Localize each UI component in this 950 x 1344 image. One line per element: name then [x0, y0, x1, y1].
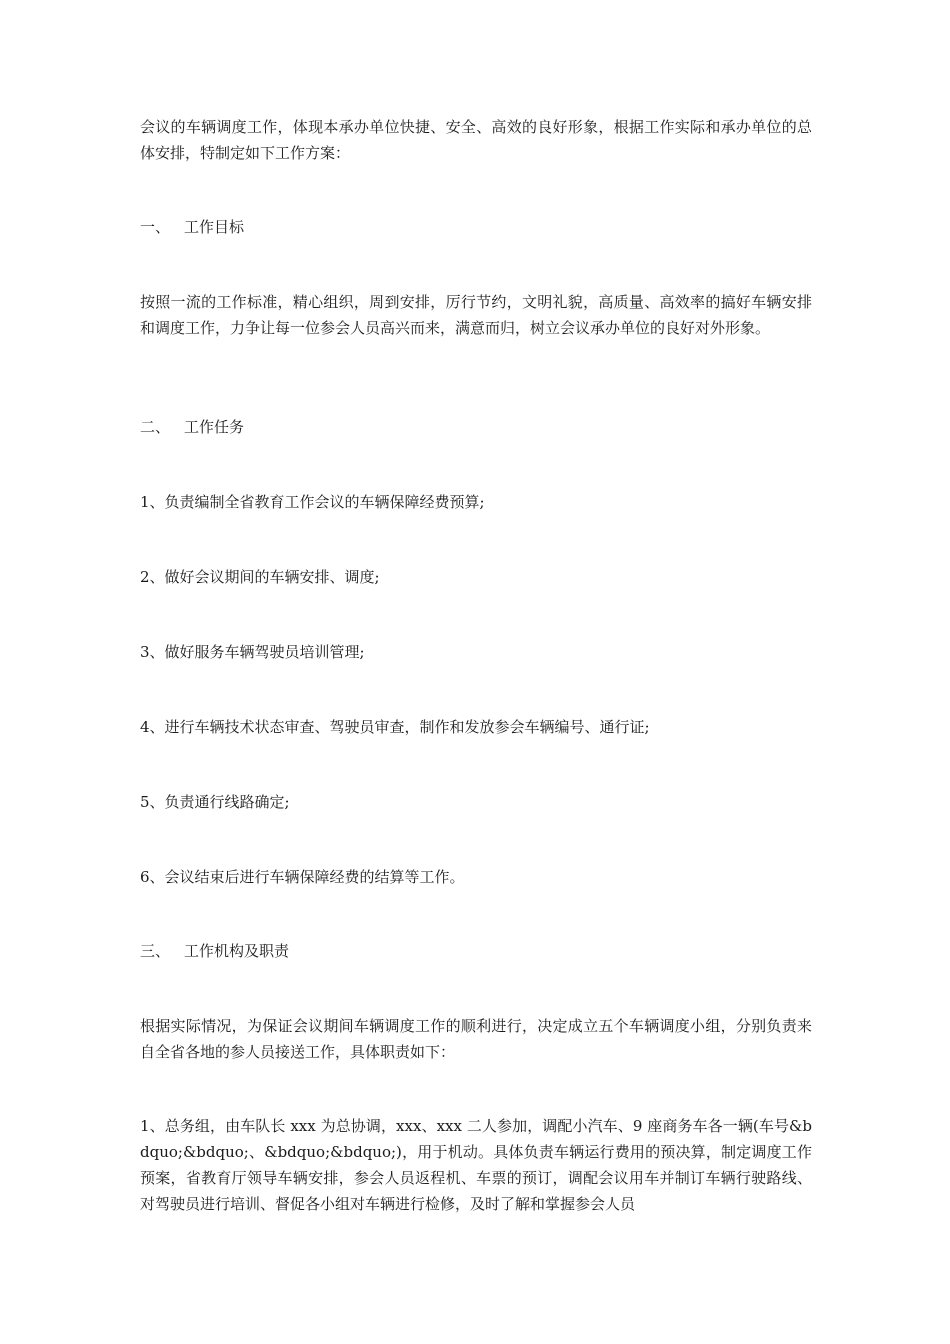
task-item-5: 5、负责通行线路确定; [140, 793, 290, 811]
section-1-number: 一、 [140, 218, 171, 236]
section-1-title: 工作目标 [184, 218, 245, 236]
task-item-4: 4、进行车辆技术状态审查、驾驶员审查，制作和发放参会车辆编号、通行证; [140, 718, 650, 736]
section-3-item-1: 1、总务组，由车队长 xxx 为总协调，xxx、xxx 二人参加，调配小汽车、9 座商务车各一辆(车号&bdquo;&bdquo;、&bdquo;&bdquo;)，用于机动。具体负责车辆运行费用的预决算，制定调度工作预案，省教育厅领导车辆安排，参会人员返程机、车票的预订，调配会议用车并制订车辆行驶路线、对驾驶员进行培训、督促各小组对车辆进行检修，及时了解和掌握参会人员 [140, 1117, 812, 1213]
task-item-1: 1、负责编制全省教育工作会议的车辆保障经费预算; [140, 493, 485, 511]
section-1-body: 按照一流的工作标准，精心组织，周到安排，厉行节约，文明礼貌，高质量、高效率的搞好车辆安排和调度工作，力争让每一位参会人员高兴而来，满意而归，树立会议承办单位的良好对外形象。 [140, 293, 812, 337]
task-item-2: 2、做好会议期间的车辆安排、调度; [140, 568, 380, 586]
section-3-title: 工作机构及职责 [184, 942, 290, 960]
section-3-body: 根据实际情况，为保证会议期间车辆调度工作的顺利进行，决定成立五个车辆调度小组，分别负责来自全省各地的参人员接送工作，具体职责如下： [140, 1017, 812, 1061]
section-2-heading [140, 414, 244, 440]
section-3-number: 三、 [140, 942, 171, 960]
section-1-heading [140, 214, 244, 240]
section-2-title: 工作任务 [184, 418, 245, 436]
task-item-3: 3、做好服务车辆驾驶员培训管理; [140, 643, 365, 661]
intro-paragraph: 会议的车辆调度工作，体现本承办单位快捷、安全、高效的良好形象，根据工作实际和承办单位的总体安排，特制定如下工作方案： [140, 118, 812, 162]
section-2-number: 二、 [140, 418, 171, 436]
task-item-6: 6、会议结束后进行车辆保障经费的结算等工作。 [140, 868, 465, 886]
section-3-heading [140, 938, 289, 964]
